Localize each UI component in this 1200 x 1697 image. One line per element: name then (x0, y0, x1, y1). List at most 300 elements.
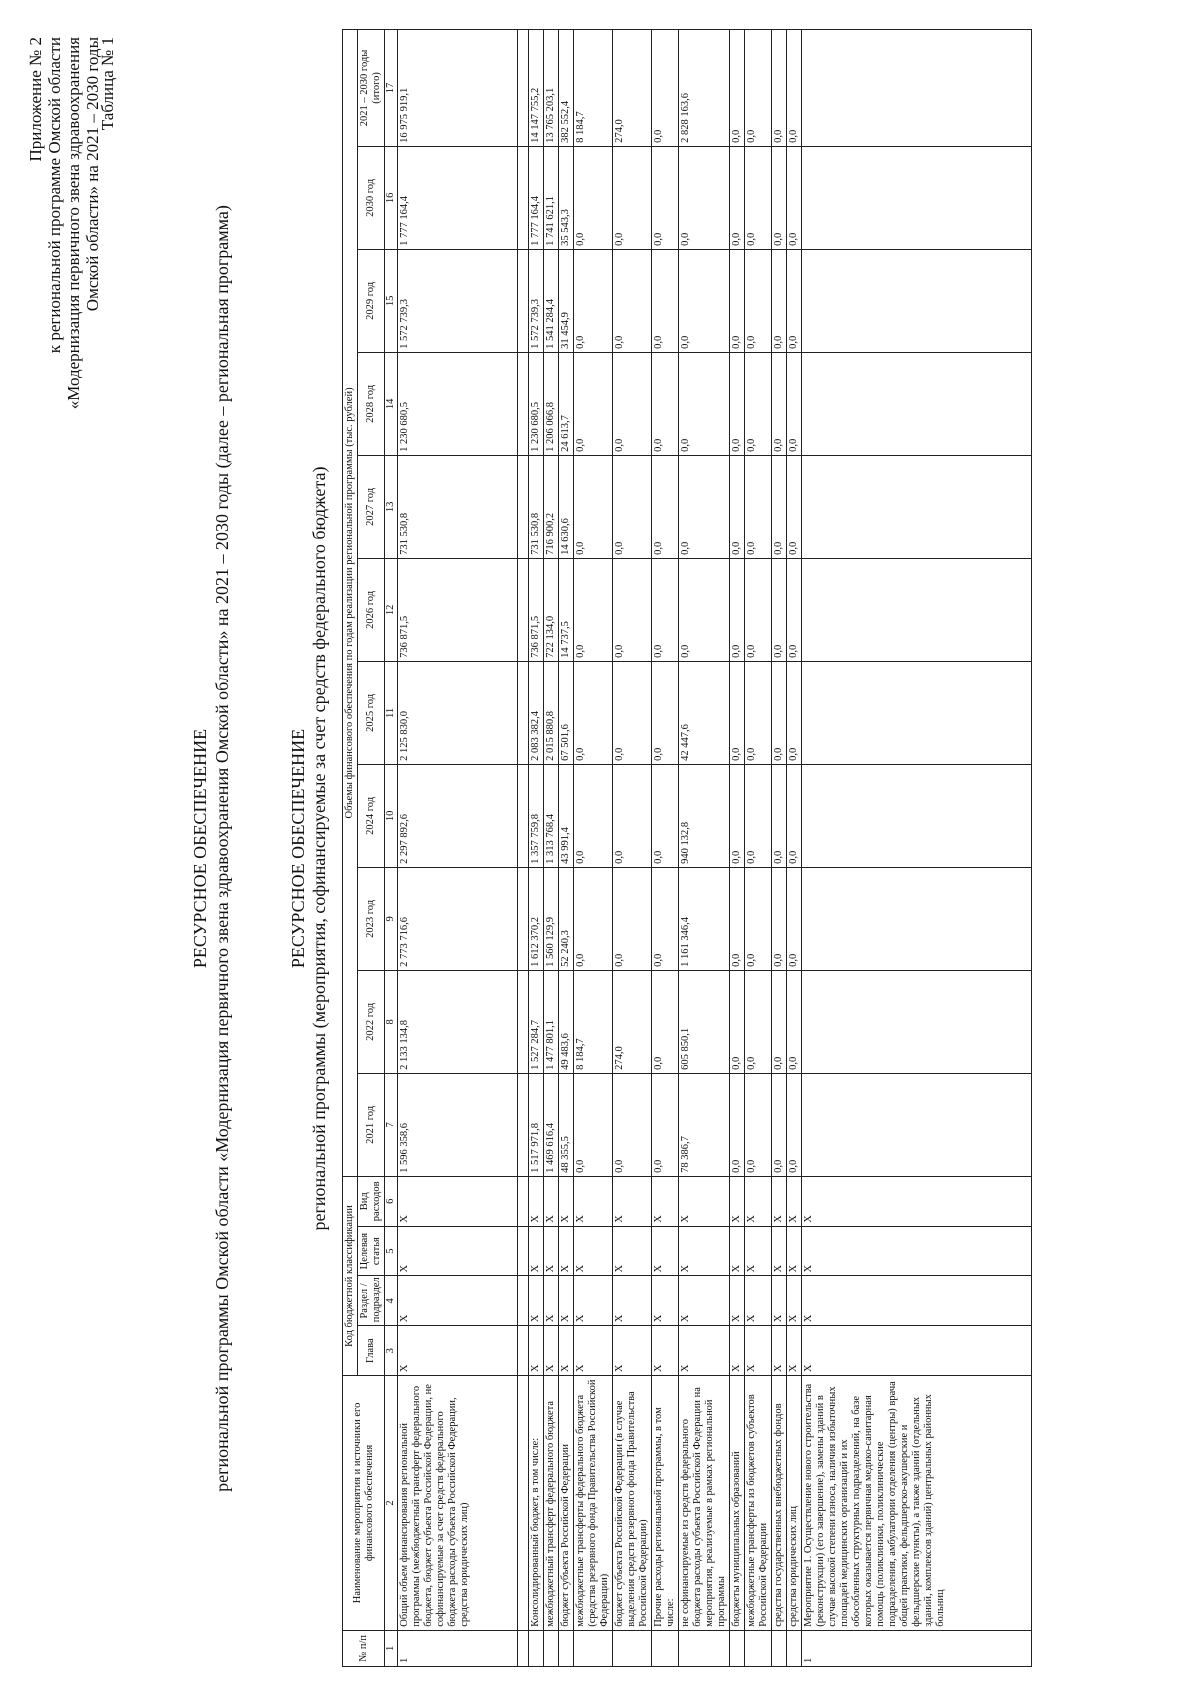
year-value-cell: 0,0 (787, 867, 802, 970)
spacer-cell (518, 970, 529, 1073)
year-value-cell: 0,0 (772, 970, 787, 1073)
section-title: РЕСУРСНОЕ ОБЕСПЕЧЕНИЕ (288, 728, 308, 969)
year-value-cell (802, 455, 1032, 558)
year-value-cell: 0,0 (745, 867, 772, 970)
column-number: 10 (385, 764, 398, 867)
budget-code-cell: Х (730, 1176, 745, 1226)
year-value-cell: 0,0 (679, 352, 730, 455)
spacer-cell (518, 1630, 529, 1666)
year-value-cell: 0,0 (772, 867, 787, 970)
year-value-cell: 1 596 358,6 (398, 1073, 518, 1176)
year-value-cell: 0,0 (787, 249, 802, 352)
year-value-cell: 0,0 (730, 146, 745, 249)
year-value-cell: 1 206 066,8 (544, 352, 559, 455)
budget-code-cell: Х (679, 1226, 730, 1276)
row-name: межбюджетный трансферт федерального бюджета (544, 1376, 559, 1631)
row-number: 1 (802, 1630, 1032, 1666)
row-number (544, 1630, 559, 1666)
budget-code-cell: Х (787, 1176, 802, 1226)
budget-code-cell: Х (398, 1176, 518, 1226)
budget-code-cell: Х (544, 1176, 559, 1226)
year-value-cell: 0,0 (745, 558, 772, 661)
year-value-cell: 0,0 (772, 146, 787, 249)
row-name: бюджет субъекта Российской Федерации (559, 1376, 574, 1631)
year-value-cell: 0,0 (772, 249, 787, 352)
year-value-cell: 0,0 (652, 352, 679, 455)
column-number: 1 (385, 1630, 398, 1666)
year-value-cell: 1 527 284,7 (529, 970, 544, 1073)
row-number (772, 1630, 787, 1666)
budget-code-cell: Х (802, 1276, 1032, 1326)
year-value-cell (802, 146, 1032, 249)
budget-code-cell: Х (613, 1176, 652, 1226)
budget-code-cell: Х (613, 1276, 652, 1326)
col-header-razdel: Раздел / подраздел (358, 1276, 385, 1326)
column-number: 5 (385, 1226, 398, 1276)
year-value-cell: 0,0 (745, 970, 772, 1073)
year-value-cell: 0,0 (574, 867, 613, 970)
budget-code-cell: Х (398, 1226, 518, 1276)
year-value-cell: 0,0 (652, 1073, 679, 1176)
year-value-cell: 0,0 (787, 970, 802, 1073)
col-header-bcc-group: Код бюджетной классификации (343, 1176, 358, 1375)
year-value-cell: 2 015 880,8 (544, 661, 559, 764)
year-value-cell: 0,0 (679, 455, 730, 558)
year-value-cell: 0,0 (787, 661, 802, 764)
budget-code-cell: Х (613, 1326, 652, 1376)
total-value-cell: 0,0 (772, 30, 787, 147)
budget-code-cell: Х (652, 1176, 679, 1226)
budget-code-cell: Х (730, 1326, 745, 1376)
year-value-cell: 0,0 (613, 558, 652, 661)
year-value-cell: 2 773 716,6 (398, 867, 518, 970)
year-value-cell: 0,0 (613, 455, 652, 558)
year-value-cell (802, 558, 1032, 661)
budget-code-cell: Х (559, 1326, 574, 1376)
budget-code-cell: Х (559, 1276, 574, 1326)
year-value-cell: 2 125 830,0 (398, 661, 518, 764)
year-value-cell: 8 184,7 (574, 970, 613, 1073)
year-value-cell: 722 134,0 (544, 558, 559, 661)
table-row (398, 30, 518, 1667)
year-value-cell: 0,0 (613, 764, 652, 867)
budget-code-cell: Х (398, 1276, 518, 1326)
budget-code-cell: Х (745, 1326, 772, 1376)
year-value-cell: 0,0 (745, 661, 772, 764)
year-value-cell: 1 477 801,1 (544, 970, 559, 1073)
table-row (787, 30, 802, 1667)
table-row (574, 30, 613, 1667)
year-value-cell: 731 530,8 (529, 455, 544, 558)
budget-code-cell: Х (559, 1176, 574, 1226)
column-number: 3 (385, 1326, 398, 1376)
year-value-cell: 0,0 (613, 249, 652, 352)
appendix-line: Приложение № 2 (26, 37, 45, 162)
spacer-cell (518, 455, 529, 558)
total-value-cell: 274,0 (613, 30, 652, 147)
budget-code-cell: Х (679, 1176, 730, 1226)
col-header-num: № п/п (343, 1630, 385, 1666)
row-name: бюджет субъекта Российской Федерации (в случае выделения средств резервного фонда Правительства Российской Федерации) (613, 1376, 652, 1631)
year-value-cell: 0,0 (730, 970, 745, 1073)
table-body (385, 30, 1032, 1667)
year-value-cell: 1 469 616,4 (544, 1073, 559, 1176)
row-name: бюджеты муниципальных образований (730, 1376, 745, 1631)
spacer-cell (518, 1326, 529, 1376)
col-header-glava: Глава (358, 1326, 385, 1376)
col-header-year: 2024 год (358, 764, 385, 867)
year-value-cell (802, 970, 1032, 1073)
year-value-cell (802, 867, 1032, 970)
budget-code-cell: Х (529, 1176, 544, 1226)
col-header-year: 2027 год (358, 455, 385, 558)
col-header-name: Наименование мероприятия и источники его финансового обеспечения (343, 1376, 385, 1631)
total-value-cell: 2 828 163,6 (679, 30, 730, 147)
year-value-cell: 0,0 (613, 661, 652, 764)
total-value-cell: 14 147 755,2 (529, 30, 544, 147)
budget-code-cell: Х (730, 1226, 745, 1276)
year-value-cell: 2 083 382,4 (529, 661, 544, 764)
budget-code-cell: Х (787, 1226, 802, 1276)
year-value-cell: 42 447,6 (679, 661, 730, 764)
budget-code-cell: Х (787, 1276, 802, 1326)
year-value-cell: 0,0 (574, 146, 613, 249)
year-value-cell: 0,0 (772, 558, 787, 661)
budget-code-cell: Х (652, 1326, 679, 1376)
year-value-cell: 0,0 (613, 1073, 652, 1176)
year-value-cell: 0,0 (787, 455, 802, 558)
year-value-cell: 1 230 680,5 (529, 352, 544, 455)
row-name: межбюджетные трансферты федерального бюджета (средства резервного фонда Правительства Российской Федерации) (574, 1376, 613, 1631)
year-value-cell: 1 357 759,8 (529, 764, 544, 867)
year-value-cell: 0,0 (574, 249, 613, 352)
year-value-cell (802, 249, 1032, 352)
column-number: 12 (385, 558, 398, 661)
row-number (730, 1630, 745, 1666)
year-value-cell (802, 661, 1032, 764)
year-value-cell: 0,0 (745, 455, 772, 558)
year-value-cell: 736 871,5 (529, 558, 544, 661)
budget-code-cell: Х (529, 1326, 544, 1376)
spacer-cell (518, 867, 529, 970)
year-value-cell: 1 777 164,4 (529, 146, 544, 249)
year-value-cell: 0,0 (574, 352, 613, 455)
year-value-cell: 1 741 621,1 (544, 146, 559, 249)
col-header-year: 2030 год (358, 146, 385, 249)
year-value-cell: 0,0 (574, 661, 613, 764)
total-value-cell: 8 184,7 (574, 30, 613, 147)
spacer-cell (518, 249, 529, 352)
column-number: 7 (385, 1073, 398, 1176)
year-value-cell: 1 541 284,4 (544, 249, 559, 352)
budget-code-cell: Х (679, 1326, 730, 1376)
year-value-cell: 0,0 (745, 764, 772, 867)
budget-code-cell: Х (745, 1226, 772, 1276)
appendix-line: к региональной программе Омской области (45, 37, 64, 354)
year-value-cell: 1 572 739,3 (529, 249, 544, 352)
column-number: 8 (385, 970, 398, 1073)
year-value-cell: 0,0 (772, 764, 787, 867)
resource-table (342, 29, 1032, 1667)
budget-code-cell: Х (787, 1326, 802, 1376)
year-value-cell: 1 313 768,4 (544, 764, 559, 867)
row-number (613, 1630, 652, 1666)
document-subtitle: региональной программы Омской области «Модернизация первичного звена здравоохранения Омской области» на 2021 – 2030 годы (далее – региональная программа) (212, 205, 232, 1492)
col-header-volume-group: Объемы финансового обеспечения по годам реализации региональной программы (тыс. рублей) (343, 30, 358, 1177)
year-value-cell: 0,0 (745, 249, 772, 352)
table-row (652, 30, 679, 1667)
column-number: 4 (385, 1276, 398, 1326)
year-value-cell: 1 572 739,3 (398, 249, 518, 352)
column-number: 11 (385, 661, 398, 764)
budget-code-cell: Х (802, 1176, 1032, 1226)
total-value-cell: 0,0 (652, 30, 679, 147)
spacer-cell (518, 146, 529, 249)
year-value-cell: 0,0 (745, 1073, 772, 1176)
year-value-cell: 605 850,1 (679, 970, 730, 1073)
year-value-cell: 1 161 346,4 (679, 867, 730, 970)
year-value-cell (802, 352, 1032, 455)
total-value-cell (802, 30, 1032, 147)
appendix-line: «Модернизация первичного звена здравоохранения (64, 37, 83, 410)
year-value-cell: 0,0 (613, 352, 652, 455)
year-value-cell: 0,0 (730, 352, 745, 455)
budget-code-cell: Х (613, 1226, 652, 1276)
spacer-cell (518, 1276, 529, 1326)
year-value-cell: 0,0 (574, 455, 613, 558)
column-number: 2 (385, 1376, 398, 1631)
row-name: не софинансируемые из средств федерального бюджета расходы субъекта Российской Федерации на мероприятия, реализуемые в рамках региональной программы (679, 1376, 730, 1631)
year-value-cell: 31 454,9 (559, 249, 574, 352)
row-number (559, 1630, 574, 1666)
column-number: 9 (385, 867, 398, 970)
budget-code-cell: Х (802, 1226, 1032, 1276)
year-value-cell: 0,0 (787, 764, 802, 867)
year-value-cell: 0,0 (772, 661, 787, 764)
document-title: РЕСУРСНОЕ ОБЕСПЕЧЕНИЕ (190, 728, 210, 969)
column-number: 6 (385, 1176, 398, 1226)
column-number: 17 (385, 30, 398, 147)
year-value-cell: 0,0 (730, 1073, 745, 1176)
budget-code-cell: Х (544, 1226, 559, 1276)
year-value-cell: 0,0 (574, 764, 613, 867)
spacer-row (518, 30, 529, 1667)
budget-code-cell: Х (772, 1326, 787, 1376)
year-value-cell (802, 764, 1032, 867)
row-name: средства юридических лиц (787, 1376, 802, 1631)
year-value-cell: 0,0 (652, 558, 679, 661)
year-value-cell: 0,0 (772, 455, 787, 558)
column-number-row (385, 30, 398, 1667)
spacer-cell (518, 352, 529, 455)
budget-code-cell: Х (745, 1176, 772, 1226)
year-value-cell: 0,0 (730, 558, 745, 661)
row-name: Прочие расходы региональной программы, в том числе: (652, 1376, 679, 1631)
budget-code-cell: Х (544, 1326, 559, 1376)
year-value-cell: 0,0 (652, 867, 679, 970)
budget-code-cell: Х (398, 1326, 518, 1376)
spacer-cell (518, 1226, 529, 1276)
year-value-cell: 0,0 (730, 661, 745, 764)
year-value-cell: 0,0 (652, 764, 679, 867)
budget-code-cell: Х (772, 1226, 787, 1276)
table-row (559, 30, 574, 1667)
col-header-year: 2028 год (358, 352, 385, 455)
year-value-cell: 0,0 (730, 455, 745, 558)
year-value-cell: 274,0 (613, 970, 652, 1073)
year-value-cell: 0,0 (745, 352, 772, 455)
year-value-cell: 14 630,6 (559, 455, 574, 558)
year-value-cell: 49 483,6 (559, 970, 574, 1073)
table-row (529, 30, 544, 1667)
year-value-cell: 67 501,6 (559, 661, 574, 764)
row-number (745, 1630, 772, 1666)
spacer-cell (518, 661, 529, 764)
spacer-cell (518, 764, 529, 867)
table-number: Таблица № 1 (98, 37, 117, 131)
budget-code-cell: Х (574, 1276, 613, 1326)
year-value-cell: 1 517 971,8 (529, 1073, 544, 1176)
col-header-year: 2029 год (358, 249, 385, 352)
year-value-cell: 0,0 (730, 764, 745, 867)
budget-code-cell: Х (745, 1276, 772, 1326)
budget-code-cell: Х (574, 1176, 613, 1226)
col-header-statya: Целевая статья (358, 1226, 385, 1276)
year-value-cell: 0,0 (613, 146, 652, 249)
budget-code-cell: Х (652, 1226, 679, 1276)
column-number: 13 (385, 455, 398, 558)
total-value-cell: 0,0 (730, 30, 745, 147)
table-row (730, 30, 745, 1667)
appendix-line: Омской области» на 2021 – 2030 годы (83, 37, 102, 312)
row-name: Общий объем финансирования региональной программы (межбюджетный трансферт федерального бюджета, бюджет субъекта Российской Федерации, не софинансируемые за счет средств федерального бюджета расходы субъекта Российской Федерации, средства юридических лиц) (398, 1376, 518, 1631)
year-value-cell: 0,0 (652, 970, 679, 1073)
year-value-cell: 48 355,5 (559, 1073, 574, 1176)
year-value-cell: 24 613,7 (559, 352, 574, 455)
col-header-year: 2023 год (358, 867, 385, 970)
year-value-cell: 0,0 (652, 146, 679, 249)
year-value-cell: 0,0 (679, 146, 730, 249)
year-value-cell: 0,0 (613, 867, 652, 970)
budget-code-cell: Х (772, 1176, 787, 1226)
total-value-cell: 382 552,4 (559, 30, 574, 147)
year-value-cell: 1 777 164,4 (398, 146, 518, 249)
table-row (772, 30, 787, 1667)
year-value-cell: 736 871,5 (398, 558, 518, 661)
row-name: средства государственных внебюджетных фондов (772, 1376, 787, 1631)
year-value-cell: 0,0 (652, 661, 679, 764)
budget-code-cell: Х (529, 1226, 544, 1276)
col-header-year: 2026 год (358, 558, 385, 661)
row-number (652, 1630, 679, 1666)
year-value-cell: 2 133 134,8 (398, 970, 518, 1073)
total-value-cell: 0,0 (787, 30, 802, 147)
year-value-cell: 0,0 (787, 558, 802, 661)
budget-code-cell: Х (574, 1326, 613, 1376)
table-row (613, 30, 652, 1667)
column-number: 14 (385, 352, 398, 455)
appendix-note (26, 37, 102, 417)
table-row (544, 30, 559, 1667)
row-name: Мероприятие 1. Осуществление нового строительства (реконструкции) (его завершение), замены зданий в случае высокой степени износа, наличия избыточных площадей медицинских организаций и их обособленных структурных подразделений, на базе которых оказывается первичная медико-санитарная помощь (поликлиники, поликлинические подразделения, амбулатории отделения (центры) врача общей практики, фельдшерско-акушерские и фельдшерские пункты), а также зданий (отдельных зданий, комплексов зданий) центральных районных больниц (802, 1376, 1032, 1631)
spacer-cell (518, 1176, 529, 1226)
total-value-cell: 13 765 203,1 (544, 30, 559, 147)
budget-code-cell: Х (679, 1276, 730, 1326)
year-value-cell: 731 530,8 (398, 455, 518, 558)
resource-table-wrapper (342, 29, 1032, 1667)
budget-code-cell: Х (544, 1276, 559, 1326)
year-value-cell: 0,0 (574, 1073, 613, 1176)
year-value-cell: 0,0 (787, 1073, 802, 1176)
spacer-cell (518, 558, 529, 661)
year-value-cell: 0,0 (652, 249, 679, 352)
col-header-year: 2022 год (358, 970, 385, 1073)
year-value-cell: 940 132,8 (679, 764, 730, 867)
col-header-vid: Вид расходов (358, 1176, 385, 1226)
spacer-cell (518, 1073, 529, 1176)
year-value-cell (802, 1073, 1032, 1176)
budget-code-cell: Х (772, 1276, 787, 1326)
spacer-cell (518, 1376, 529, 1631)
year-value-cell: 2 297 892,6 (398, 764, 518, 867)
table-row (745, 30, 772, 1667)
year-value-cell: 1 230 680,5 (398, 352, 518, 455)
row-name: Консолидированный бюджет, в том числе: (529, 1376, 544, 1631)
year-value-cell: 0,0 (679, 558, 730, 661)
row-number (787, 1630, 802, 1666)
year-value-cell: 0,0 (772, 1073, 787, 1176)
year-value-cell: 0,0 (787, 352, 802, 455)
budget-code-cell: Х (574, 1226, 613, 1276)
row-number (529, 1630, 544, 1666)
year-value-cell: 1 560 129,9 (544, 867, 559, 970)
year-value-cell: 1 612 370,2 (529, 867, 544, 970)
year-value-cell: 0,0 (772, 352, 787, 455)
budget-code-cell: Х (652, 1276, 679, 1326)
row-number: 1 (398, 1630, 518, 1666)
year-value-cell: 52 240,3 (559, 867, 574, 970)
col-header-year: 2025 год (358, 661, 385, 764)
table-row (802, 30, 1032, 1667)
total-value-cell: 16 975 919,1 (398, 30, 518, 147)
budget-code-cell: Х (730, 1276, 745, 1326)
year-value-cell: 43 991,4 (559, 764, 574, 867)
budget-code-cell: Х (802, 1326, 1032, 1376)
year-value-cell: 78 386,7 (679, 1073, 730, 1176)
budget-code-cell: Х (559, 1226, 574, 1276)
year-value-cell: 0,0 (730, 867, 745, 970)
row-number (679, 1630, 730, 1666)
year-value-cell: 0,0 (787, 146, 802, 249)
header-row (343, 30, 358, 1667)
year-value-cell: 716 900,2 (544, 455, 559, 558)
col-header-year: 2021 год (358, 1073, 385, 1176)
budget-code-cell: Х (529, 1276, 544, 1326)
year-value-cell: 14 737,5 (559, 558, 574, 661)
spacer-cell (518, 30, 529, 147)
row-name: межбюджетные трансферты из бюджетов субъектов Российской Федерации (745, 1376, 772, 1631)
year-value-cell: 35 543,3 (559, 146, 574, 249)
section-subtitle: региональной программы (мероприятия, софинансируемые за счет средств федерального бюджета) (309, 466, 329, 1231)
column-number: 16 (385, 146, 398, 249)
column-number: 15 (385, 249, 398, 352)
table-row (679, 30, 730, 1667)
year-value-cell: 0,0 (652, 455, 679, 558)
year-value-cell: 0,0 (679, 249, 730, 352)
year-value-cell: 0,0 (730, 249, 745, 352)
year-value-cell: 0,0 (574, 558, 613, 661)
year-value-cell: 0,0 (745, 146, 772, 249)
